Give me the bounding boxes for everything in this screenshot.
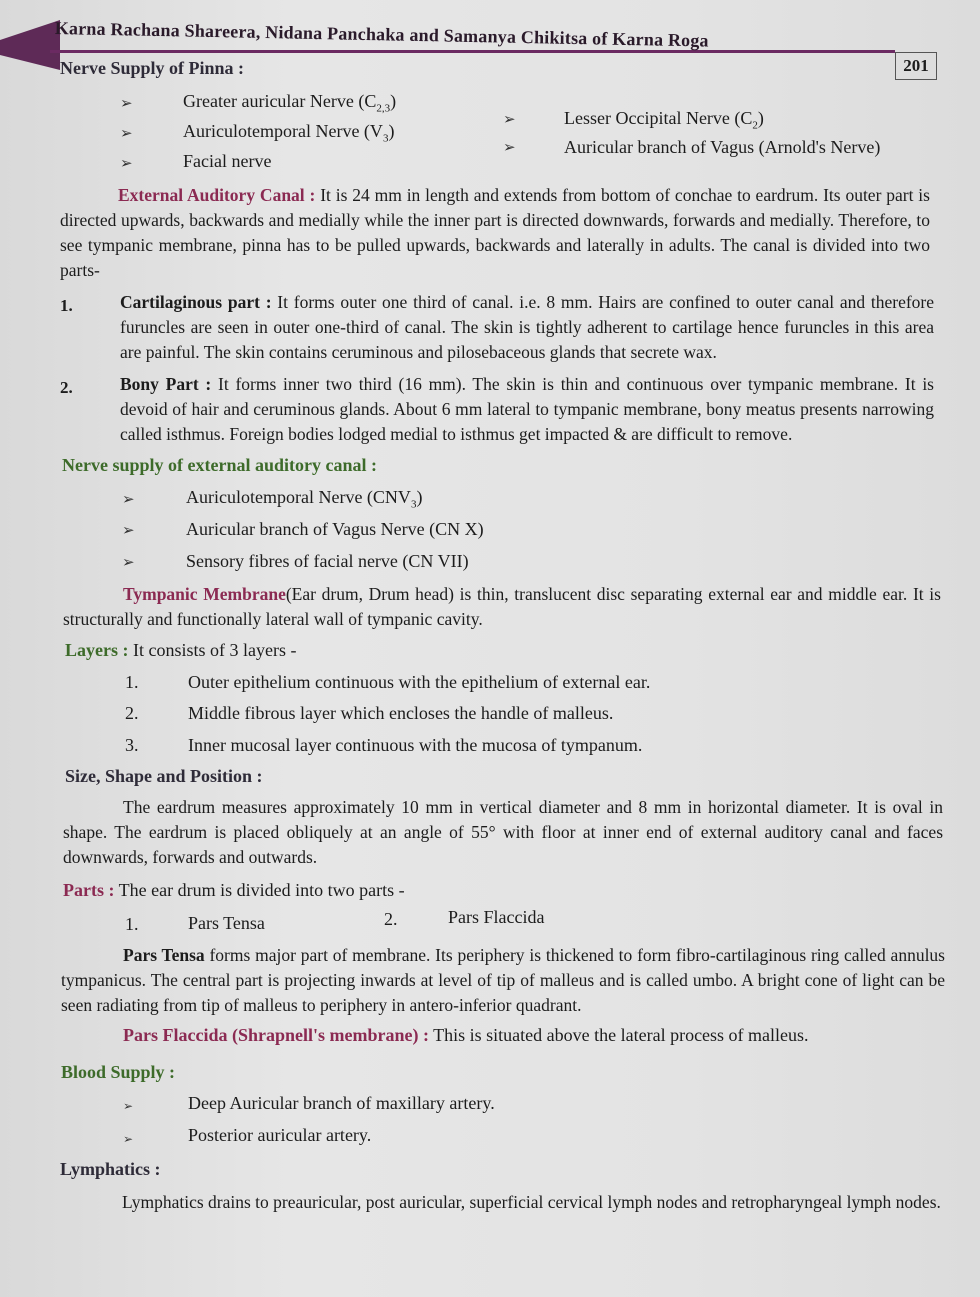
- blood-heading: Blood Supply :: [61, 1062, 176, 1082]
- pinna-item: Auriculotemporal Nerve $(V_3)$: [183, 121, 395, 145]
- canal-nerve-item: Auriculotemporal Nerve $(CNV_3)$: [186, 487, 423, 511]
- pinna-heading: Nerve Supply of Pinna :: [60, 58, 245, 78]
- running-title: Karna Rachana Shareera, Nidana Panchaka and Samanya Chikitsa of Karna Roga: [54, 18, 709, 51]
- arrow-bullet-icon: ➢: [122, 523, 135, 539]
- pinna-item: Facial nerve: [183, 151, 272, 171]
- parts-item: Pars Tensa: [188, 913, 265, 933]
- bony-paragraph: Bony Part : It forms inner two third (16 mm). The skin is thin and continuous over tympanic membrane. It is devoid of hair and ceruminous glands. About 6 mm lateral to tympanic membrane, bony meatus presents narrowing called isthmus. Foreign bodies lodged medial to isthmus get impacted & are difficult to remove.: [120, 374, 934, 444]
- blood-item: Posterior auricular artery.: [188, 1125, 372, 1145]
- list-number: 1.: [60, 296, 73, 315]
- size-heading: Size, Shape and Position :: [65, 766, 263, 786]
- arrow-bullet-icon: ➢: [122, 492, 135, 508]
- arrow-bullet-icon: ➢: [123, 1099, 134, 1113]
- canal-nerve-item: Sensory fibres of facial nerve (CN VII): [186, 551, 469, 571]
- layer-item: Outer epithelium continuous with the epithelium of external ear.: [188, 672, 651, 692]
- tympanic-paragraph: Tympanic Membrane(Ear drum, Drum head) is thin, translucent disc separating external ear and middle ear. It is structurally and functionally lateral wall of tympanic cavity.: [63, 584, 941, 629]
- canal-nerve-heading: Nerve supply of external auditory canal :: [62, 455, 377, 475]
- layer-item: Inner mucosal layer continuous with the mucosa of tympanum.: [188, 735, 643, 755]
- arrow-bullet-icon: ➢: [120, 156, 133, 172]
- pinna-item: Auricular branch of Vagus (Arnold's Nerve): [564, 137, 881, 157]
- parts-number: 1.: [125, 914, 139, 934]
- arrow-bullet-icon: ➢: [503, 140, 516, 156]
- parts-number: 2.: [384, 909, 398, 929]
- arrow-bullet-icon: ➢: [123, 1132, 134, 1146]
- parts-item: Pars Flaccida: [448, 907, 545, 927]
- arrow-bullet-icon: ➢: [120, 96, 133, 112]
- canal-nerve-item: Auricular branch of Vagus Nerve (CN X): [186, 519, 484, 539]
- layer-number: 1.: [125, 672, 139, 692]
- layer-item: Middle fibrous layer which encloses the handle of malleus.: [188, 703, 614, 723]
- arrow-bullet-icon: ➢: [122, 555, 135, 571]
- lymph-heading: Lymphatics :: [60, 1159, 161, 1179]
- parts-line: Parts : The ear drum is divided into two parts -: [63, 880, 405, 900]
- pinna-item: Lesser Occipital Nerve $(C_2)$: [564, 108, 764, 132]
- lymph-paragraph: Lymphatics drains to preauricular, post auricular, superficial cervical lymph nodes and retropharyngeal lymph nodes.: [122, 1192, 941, 1212]
- blood-item: Deep Auricular branch of maxillary artery.: [188, 1093, 495, 1113]
- page-number: 201: [895, 52, 937, 80]
- layers-line: Layers : It consists of 3 layers -: [65, 640, 297, 660]
- pars-tensa-paragraph: Pars Tensa forms major part of membrane. Its periphery is thickened to form fibro-cartilaginous ring called annulus tympanicus. The central part is projecting inwards at level of tip of malleus and is called umbo. A bright cone of light can be seen radiating from tip of malleus to periphery in antero-inferior quadrant.: [61, 945, 945, 1015]
- layer-number: 2.: [125, 703, 139, 723]
- pars-flaccida-line: Pars Flaccida (Shrapnell's membrane) : This is situated above the lateral process of malleus.: [123, 1025, 809, 1045]
- cartilaginous-paragraph: Cartilaginous part : It forms outer one third of canal. i.e. 8 mm. Hairs are confined to outer canal and therefore furuncles are seen in outer one-third of canal. The skin is tightly adherent to cartilage hence furuncles in this area are painful. The skin contains ceruminous and pilosebaceous glands that secrete wax.: [120, 292, 935, 362]
- layer-number: 3.: [125, 735, 139, 755]
- arrow-bullet-icon: ➢: [120, 126, 133, 142]
- arrow-bullet-icon: ➢: [503, 112, 516, 128]
- pinna-item: Greater auricular Nerve $(C_{2,3})$: [183, 91, 397, 115]
- canal-paragraph: External Auditory Canal : It is 24 mm in length and extends from bottom of conchae to eardrum. Its outer part is directed upwards, backwards and medially while the inner part is directed downwards, forwards and medially. Therefore, to see tympanic membrane, pinna has to be pulled upwards, backwards and laterally in adults. The canal is divided into two parts-: [60, 185, 930, 280]
- list-number: 2.: [60, 378, 73, 397]
- size-paragraph: The eardrum measures approximately 10 mm in vertical diameter and 8 mm in horizontal diameter. It is oval in shape. The eardrum is placed obliquely at an angle of 55° with floor at inner end of external auditory canal and faces downwards, forwards and outwards.: [63, 797, 943, 867]
